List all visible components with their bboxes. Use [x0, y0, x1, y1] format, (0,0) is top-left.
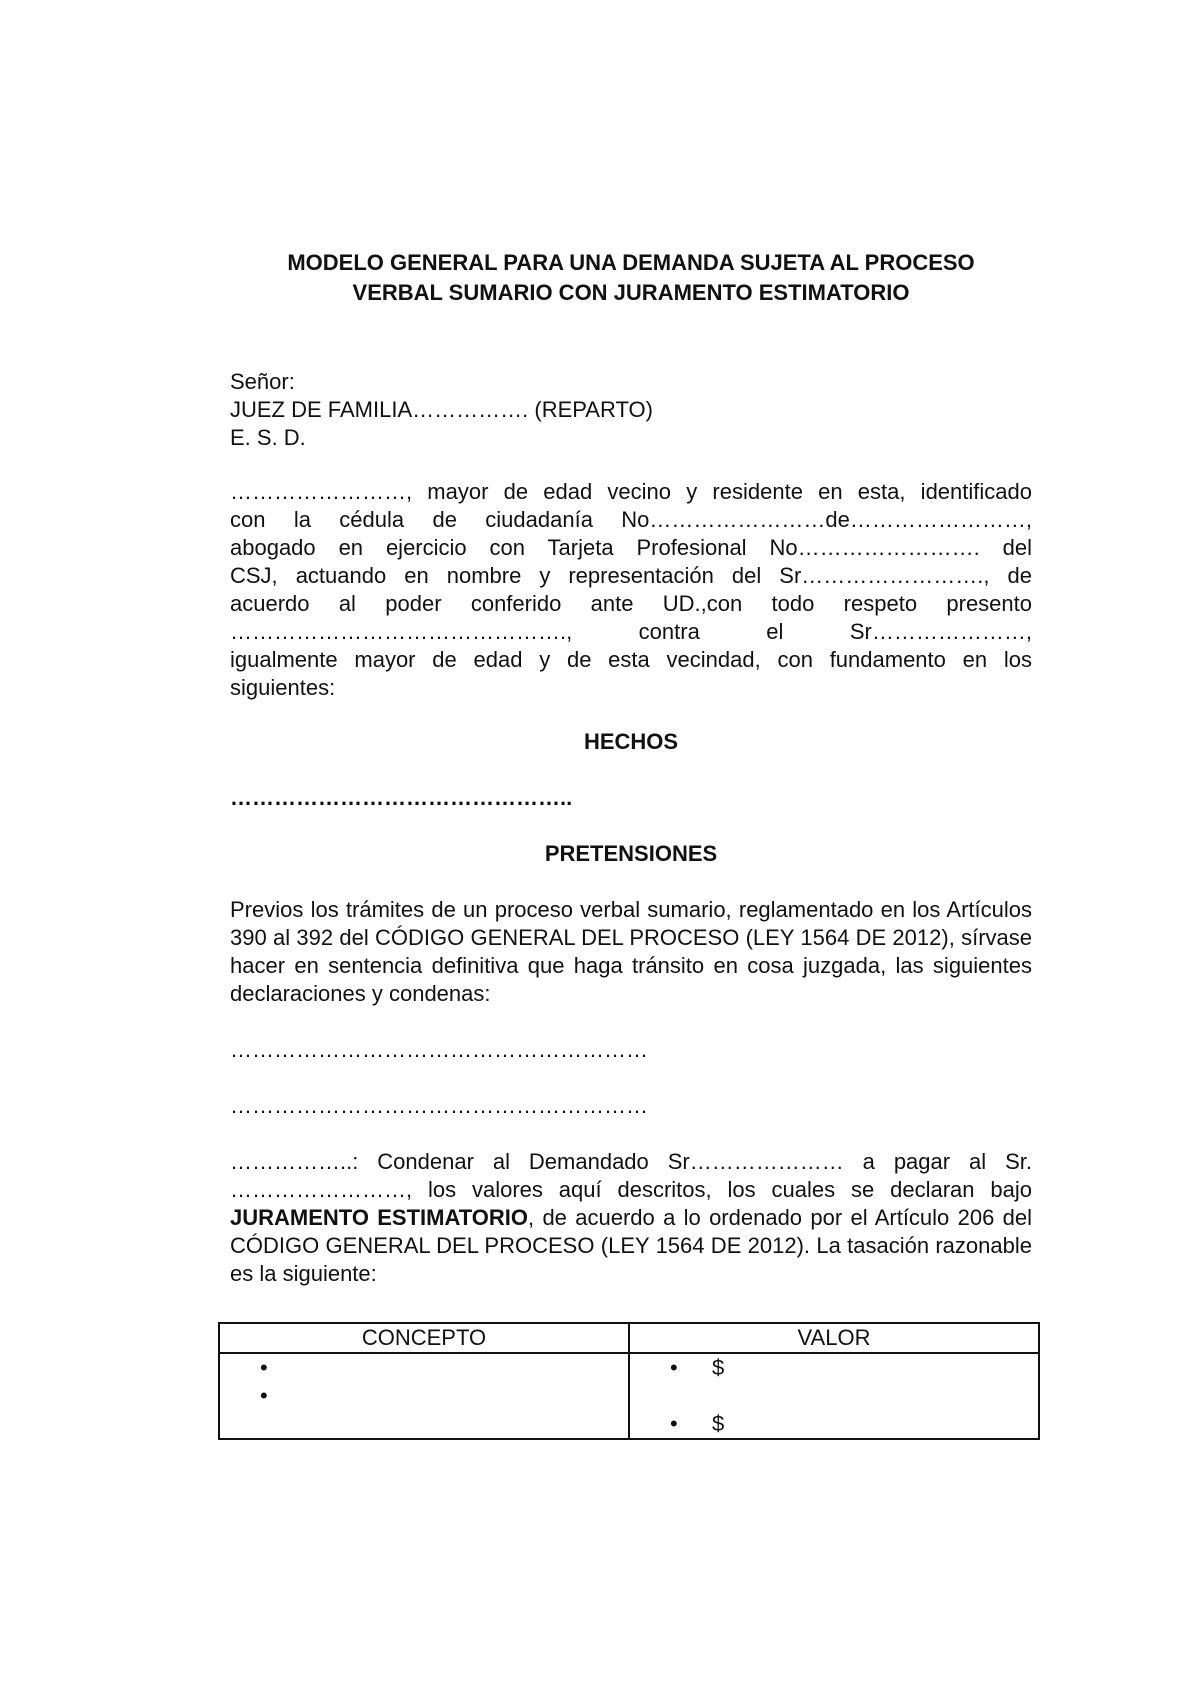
dollar-sign: $ [712, 1355, 725, 1380]
list-item [630, 1354, 1038, 1382]
bullet-icon: • [670, 1355, 678, 1380]
header-valor: VALOR [629, 1323, 1039, 1353]
intro-line-3: abogado en ejercicio con Tarjeta Profesional No……………………. del [230, 535, 1032, 560]
bullet-icon: • [670, 1411, 678, 1436]
condena-line-2: ……………………, los valores aquí descritos, los cuales se declaran bajo [230, 1177, 1032, 1202]
concepto-list [220, 1354, 628, 1410]
intro-line-6: ………………………………………., contra el Sr…………………, [230, 619, 1032, 644]
hechos-dots: ……………………………………….. [230, 785, 573, 810]
list-item [220, 1382, 628, 1410]
valor-list [630, 1354, 1038, 1438]
bullet-icon: • [260, 1355, 268, 1380]
condena-rest-text: , de acuerdo a lo ordenado por el Artículo 206 del CÓDIGO GENERAL DEL PROCESO (LEY 1564 DE 2012). La tasación razonable es la siguiente: [230, 1205, 1032, 1286]
hechos-heading: HECHOS [583, 729, 679, 754]
esd-line: E. S. D. [230, 425, 306, 450]
dollar-sign: $ [712, 1411, 725, 1436]
title-line-1: MODELO GENERAL PARA UNA DEMANDA SUJETA AL PROCESO [287, 250, 975, 275]
intro-line-8: siguientes: [230, 675, 336, 700]
valor-cell [629, 1353, 1039, 1439]
bullet-icon: • [260, 1383, 268, 1408]
intro-line-2: con la cédula de ciudadanía No……………………de……………………, [230, 507, 1032, 532]
table-header-row [219, 1323, 1039, 1353]
condena-line-1: ……………..: Condenar al Demandado Sr………………… a pagar al Sr. [230, 1149, 1032, 1174]
title-line-2: VERBAL SUMARIO CON JURAMENTO ESTIMATORIO [352, 280, 910, 305]
table-row [219, 1353, 1039, 1439]
intro-line-7: igualmente mayor de edad y de esta vecindad, con fundamento en los [230, 647, 1032, 672]
document-title [230, 248, 1032, 308]
pretensiones-heading: PRETENSIONES [544, 841, 718, 866]
condena-paragraph [230, 1148, 1032, 1288]
juramento-bold: JURAMENTO ESTIMATORIO [230, 1205, 529, 1230]
tasacion-table [218, 1322, 1040, 1440]
intro-line-4: CSJ, actuando en nombre y representación del Sr……………………., de [230, 563, 1032, 588]
document-page [230, 248, 1032, 1288]
intro-paragraph [230, 478, 1032, 702]
intro-line-5: acuerdo al poder conferido ante UD.,con todo respeto presento [230, 591, 1032, 616]
header-concepto: CONCEPTO [219, 1323, 629, 1353]
concepto-cell [219, 1353, 629, 1439]
list-item [220, 1354, 628, 1382]
salutation: Señor: [230, 369, 295, 394]
pretensiones-paragraph: Previos los trámites de un proceso verbal sumario, reglamentado en los Artículos 390 al 392 del CÓDIGO GENERAL DEL PROCESO (LEY 1564 DE 2012), sírvase hacer en sentencia definitiva que haga tránsito en cosa juzgada, las siguientes declaraciones y condenas: [230, 897, 1032, 1006]
list-gap [630, 1382, 1038, 1410]
list-item [630, 1410, 1038, 1438]
intro-line-1: ……………………, mayor de edad vecino y residente en esta, identificado [230, 479, 1032, 504]
address-block [230, 368, 1032, 452]
pretension-dots-2: ………………………………………………… [230, 1093, 648, 1118]
judge-line: JUEZ DE FAMILIA……………. (REPARTO) [230, 397, 653, 422]
pretension-dots-1: ………………………………………………… [230, 1037, 648, 1062]
condena-rest [230, 1204, 1032, 1288]
